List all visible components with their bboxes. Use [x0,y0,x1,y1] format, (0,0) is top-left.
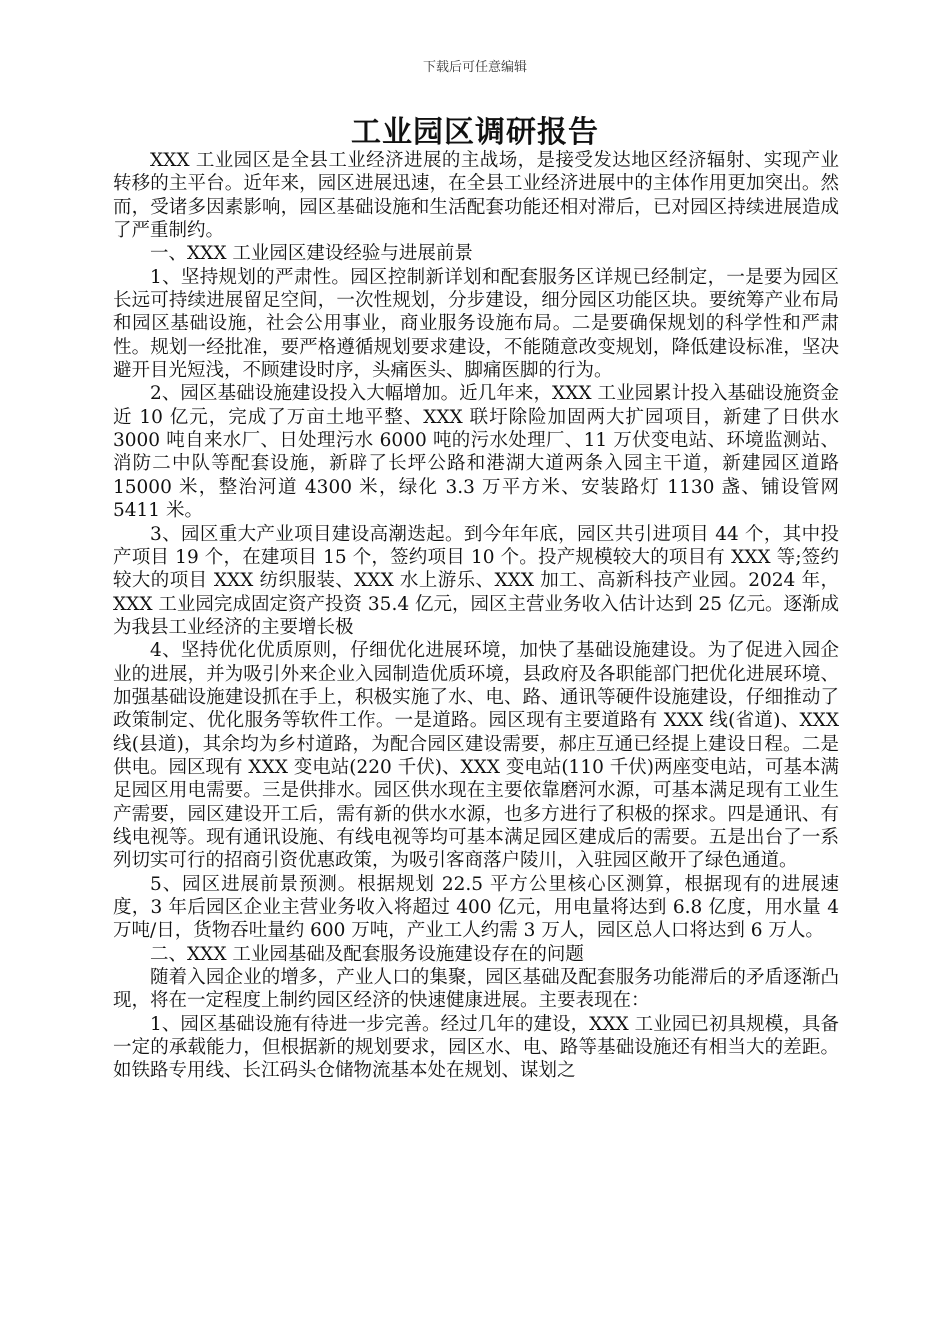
paragraph-1-5: 5、园区进展前景预测。根据规划 22.5 平方公里核心区测算，根据现有的进展速度，3 年后园区企业主营业务收入将超过 400 亿元，用电量将达到 6.8 亿度，用水量 4 万吨/日，货物吞吐量约 600 万吨，产业工人约需 3 万人，园区总人口将达到 6 万人。 [113,873,839,942]
paragraph-1-1: 1、坚持规划的严肃性。园区控制新详划和配套服务区详规已经制定，一是要为园区长远可持续进展留足空间，一次性规划，分步建设，细分园区功能区块。要统筹产业布局和园区基础设施，社会公用事业，商业服务设施布局。二是要确保规划的科学性和严肃性。规划一经批准，要严格遵循规划要求建设，不能随意改变规划，降低建设标准，坚决避开目光短浅，不顾建设时序，头痛医头、脚痛医脚的行为。 [113,266,839,382]
paragraph-1-2: 2、园区基础设施建设投入大幅增加。近几年来，XXX 工业园累计投入基础设施资金近 10 亿元，完成了万亩土地平整、XXX 联圩除险加固两大扩园项目，新建了日供水 3000 吨自来水厂、日处理污水 6000 吨的污水处理厂、11 万伏变电站、环境监测站、消防二中队等配套设施，新辟了长坪公路和港湖大道两条入园主干道，新建园区道路 15000 米，整治河道 4300 米，绿化 3.3 万平方米、安装路灯 1130 盏、铺设管网 5411 米。 [113,383,839,522]
page-header-note: 下载后可任意编辑 [422,60,527,75]
document-title: 工业园区调研报告 [351,115,599,150]
section-heading-2: 二、XXX 工业园基础及配套服务设施建设存在的问题 [150,943,584,965]
paragraph-2-intro: 随着入园企业的增多，产业人口的集聚，园区基础及配套服务功能滞后的矛盾逐渐凸现，将在一定程度上制约园区经济的快速健康进展。主要表现在： [113,967,839,1012]
paragraph-intro: XXX 工业园区是全县工业经济进展的主战场，是接受发达地区经济辐射、实现产业转移的主平台。近年来，园区进展迅速，在全县工业经济进展中的主体作用更加突出。然而，受诸多因素影响，园区基础设施和生活配套功能还相对滞后，已对园区持续进展造成了严重制约。 [113,150,839,242]
paragraph-2-1: 1、园区基础设施有待进一步完善。经过几年的建设，XXX 工业园已初具规模，具备一定的承载能力，但根据新的规划要求，园区水、电、路等基础设施还有相当大的差距。如铁路专用线、长江码头仓储物流基本处在规划、谋划之 [113,1013,839,1082]
paragraph-1-4: 4、坚持优化优质原则，仔细优化进展环境，加快了基础设施建设。为了促进入园企业的进展，并为吸引外来企业入园制造优质环境，县政府及各职能部门把优化进展环境、加强基础设施建设抓在手上，积极实施了水、电、路、通讯等硬件设施建设，仔细推动了政策制定、优化服务等软件工作。一是道路。园区现有主要道路有 XXX 线(省道)、XXX 线(县道)，其余均为乡村道路，为配合园区建设需要，郝庄互通已经提上建设日程。二是供电。园区现有 XXX 变电站(220 千伏)、XXX 变电站(110 千伏)两座变电站，可基本满足园区用电需要。三是供排水。园区供水现在主要依靠磨河水源，可基本满足现有工业生产需要，园区建设开工后，需有新的供水水源，也多方进行了积极的探求。四是通讯、有线电视等。现有通讯设施、有线电视等均可基本满足园区建成后的需要。五是出台了一系列切实可行的招商引资优惠政策，为吸引客商落户陵川，入驻园区敞开了绿色通道。 [113,640,839,872]
paragraph-1-3: 3、园区重大产业项目建设高潮迭起。到今年年底，园区共引进项目 44 个，其中投产项目 19 个，在建项目 15 个，签约项目 10 个。投产规模较大的项目有 XXX 等;签约较大的项目 XXX 纺织服装、XXX 水上游乐、XXX 加工、高新科技产业园。2024 年，XXX 工业园完成固定资产投资 35.4 亿元，园区主营业务收入估计达到 25 亿元。逐渐成为我县工业经济的主要增长极 [113,523,839,638]
section-heading-1: 一、XXX 工业园区建设经验与进展前景 [150,243,473,265]
document-body [113,149,839,1083]
